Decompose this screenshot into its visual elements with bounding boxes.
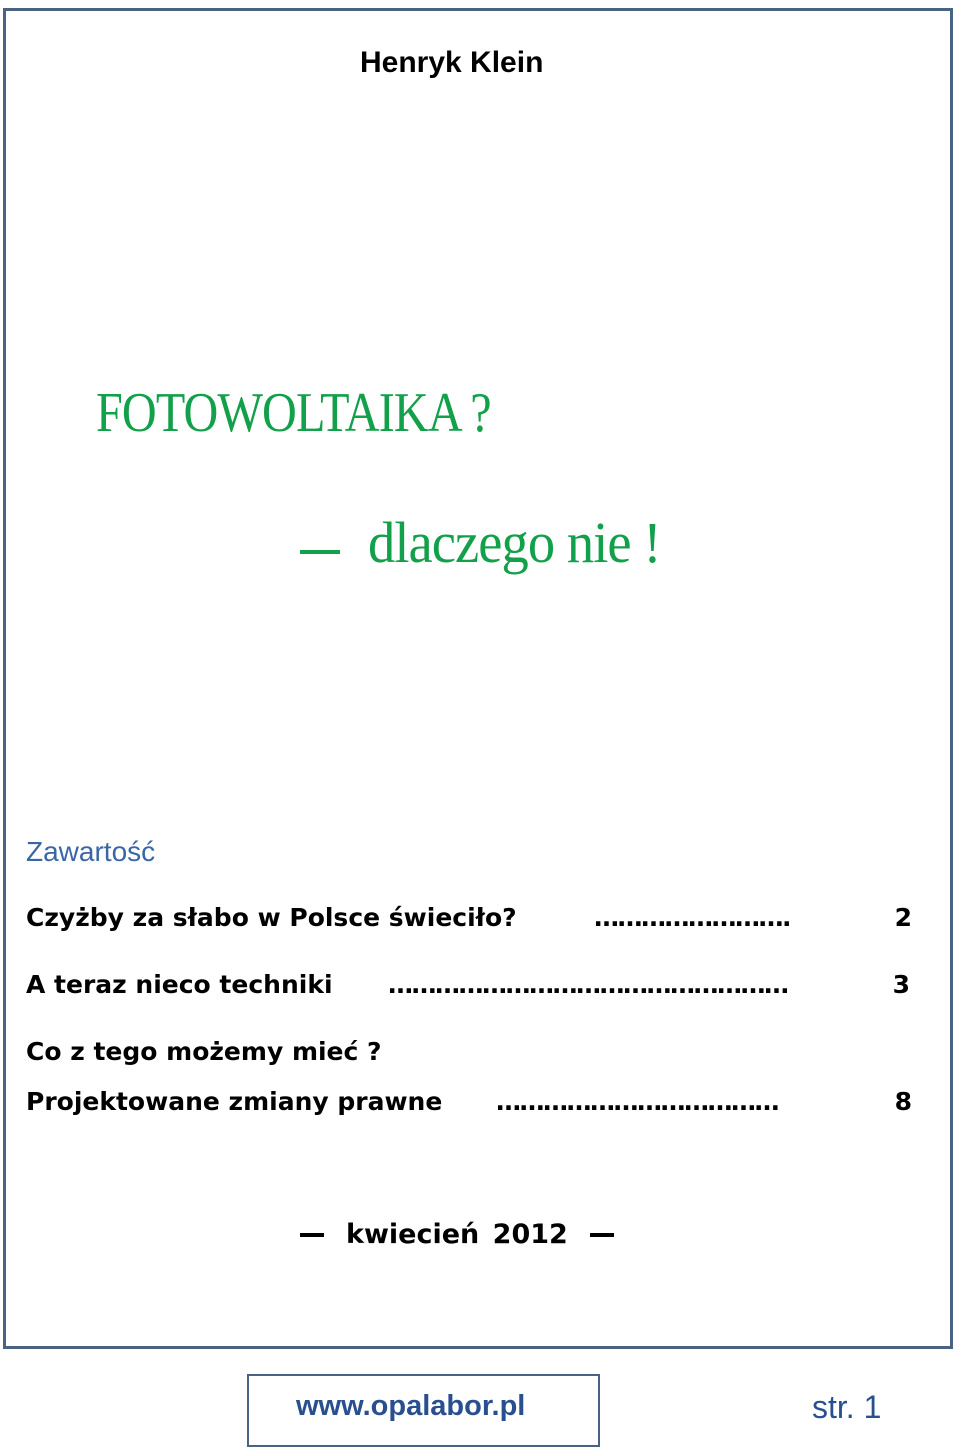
toc-item[interactable] (26, 903, 912, 939)
toc-item-leader: ……………………. (594, 903, 790, 932)
footer-url-link[interactable]: www.opalabor.pl (296, 1390, 526, 1422)
toc-item-label: Projektowane zmiany prawne (26, 1087, 443, 1116)
author-name: Henryk Klein (360, 46, 544, 79)
date-dash-left (300, 1233, 324, 1237)
publication-date (300, 1219, 614, 1250)
toc-item-label: Co z tego możemy mieć ? (26, 1037, 382, 1066)
toc-item-page: 8 (894, 1087, 912, 1116)
toc-item-leader: …………………………………………… (388, 970, 788, 999)
title-line-2 (300, 509, 679, 576)
footer-page-number: str. 1 (812, 1389, 882, 1425)
toc-item-leader: ……………………………… (496, 1087, 778, 1116)
toc-item[interactable] (26, 1087, 912, 1123)
title-line-1: FOTOWOLTAIKA ? (96, 382, 491, 444)
date-text: kwiecień 2012 (346, 1219, 568, 1250)
toc-item[interactable] (26, 970, 912, 1006)
toc-heading: Zawartość (26, 836, 156, 867)
toc-item-page: 3 (892, 970, 910, 999)
title-line-2-text: dlaczego nie ! (368, 510, 661, 575)
toc-item-page: 2 (894, 903, 912, 932)
page-frame (3, 8, 953, 1349)
toc-item[interactable] (26, 1037, 912, 1073)
title-dash (300, 550, 340, 554)
toc-item-label: Czyżby za słabo w Polsce świeciło? (26, 903, 517, 932)
date-dash-right (590, 1233, 614, 1237)
toc-item-label: A teraz nieco techniki (26, 970, 333, 999)
